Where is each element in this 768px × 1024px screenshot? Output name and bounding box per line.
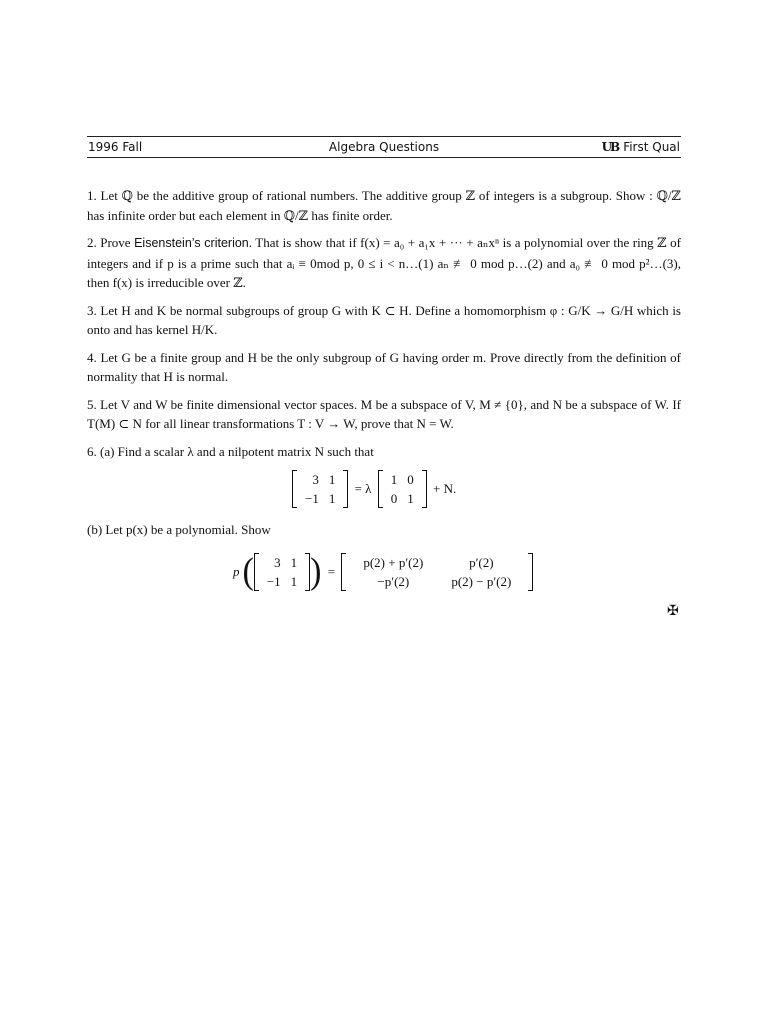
- header-exam: First Qual: [623, 140, 680, 154]
- ub-logo: UB: [601, 140, 619, 154]
- matrix-a: [292, 470, 348, 508]
- equals-lambda: = λ: [354, 481, 372, 496]
- matrix-cell: 0: [407, 471, 414, 487]
- header-right: [602, 140, 680, 154]
- problem-5: 5. Let V and W be finite dimensional vector spaces. M be a subspace of V, M ≠ {0}, and N be a subspace of W. If T(M) ⊂ N for all linear transformations T : V → W, prove that N = W.: [87, 396, 681, 431]
- paren-close: ): [310, 551, 322, 592]
- matrix-cell: 0: [390, 490, 398, 506]
- matrix-cell: 1: [390, 471, 398, 487]
- problem-2: [87, 233, 681, 293]
- matrix-cell: p(2) − p′(2): [451, 573, 512, 589]
- result-matrix: [341, 553, 533, 591]
- matrix-cell: −1: [305, 490, 319, 506]
- problem-1: 1. Let ℚ be the additive group of rational numbers. The additive group ℤ of integers is a subgroup. Show : ℚ/ℤ has infinite order but each element in ℚ/ℤ has finite order.: [87, 188, 681, 223]
- matrix-cell: −p′(2): [377, 573, 410, 589]
- end-mark-icon: ✠: [667, 603, 679, 619]
- matrix-cell: −1: [266, 573, 281, 589]
- matrix-cell: 1: [328, 490, 336, 506]
- problem-2-body: . That is show that if f(x) = a₀ + a₁x + ··· + aₙxⁿ is a polynomial over the ring ℤ of integers and if p is a prime such that aᵢ ≡ 0mod p, 0 ≤ i < n…(1) aₙ ≢ 0 mod p…(2) and a₀ ≢ 0 mod p²…(3), then f(x) is irreducible over ℤ.: [87, 235, 682, 290]
- plus-n: + N.: [432, 481, 457, 496]
- equation-6b: [230, 552, 533, 592]
- matrix-cell: 3: [274, 554, 281, 570]
- page-header: [87, 136, 681, 158]
- matrix-cell: 1: [407, 490, 414, 506]
- problem-3: 3. Let H and K be normal subgroups of group G with K ⊂ H. Define a homomorphism φ : G/K → G/H which is onto and has kernel H/K.: [87, 302, 681, 337]
- matrix-cell: 1: [290, 573, 298, 589]
- matrix-a-2: [254, 553, 310, 591]
- matrix-cell: p(2) + p′(2): [363, 554, 424, 570]
- equals-sign: =: [327, 564, 336, 579]
- problem-4: 4. Let G be a finite group and H be the only subgroup of G having order m. Prove directly from the definition of normality that H is normal.: [87, 349, 681, 384]
- problem-2-prefix: 2. Prove: [87, 235, 135, 250]
- matrix-cell: p′(2): [469, 554, 494, 570]
- problem-6a: 6. (a) Find a scalar λ and a nilpotent matrix N such that: [87, 443, 374, 459]
- eisenstein-term: Eisenstein’s criterion: [134, 236, 249, 250]
- header-title: Algebra Questions: [328, 140, 440, 154]
- header-term: 1996 Fall: [88, 140, 143, 154]
- paren-open: (: [242, 551, 254, 592]
- p-symbol: p: [233, 564, 240, 579]
- problem-6b: (b) Let p(x) be a polynomial. Show: [87, 522, 271, 537]
- equation-6a: [292, 470, 459, 508]
- problem-6b-wrap: [87, 520, 681, 548]
- matrix-cell: 3: [312, 471, 319, 487]
- matrix-cell: 1: [328, 471, 336, 487]
- matrix-cell: 1: [290, 554, 298, 570]
- identity-matrix: [378, 470, 427, 508]
- problem-list: [87, 186, 681, 469]
